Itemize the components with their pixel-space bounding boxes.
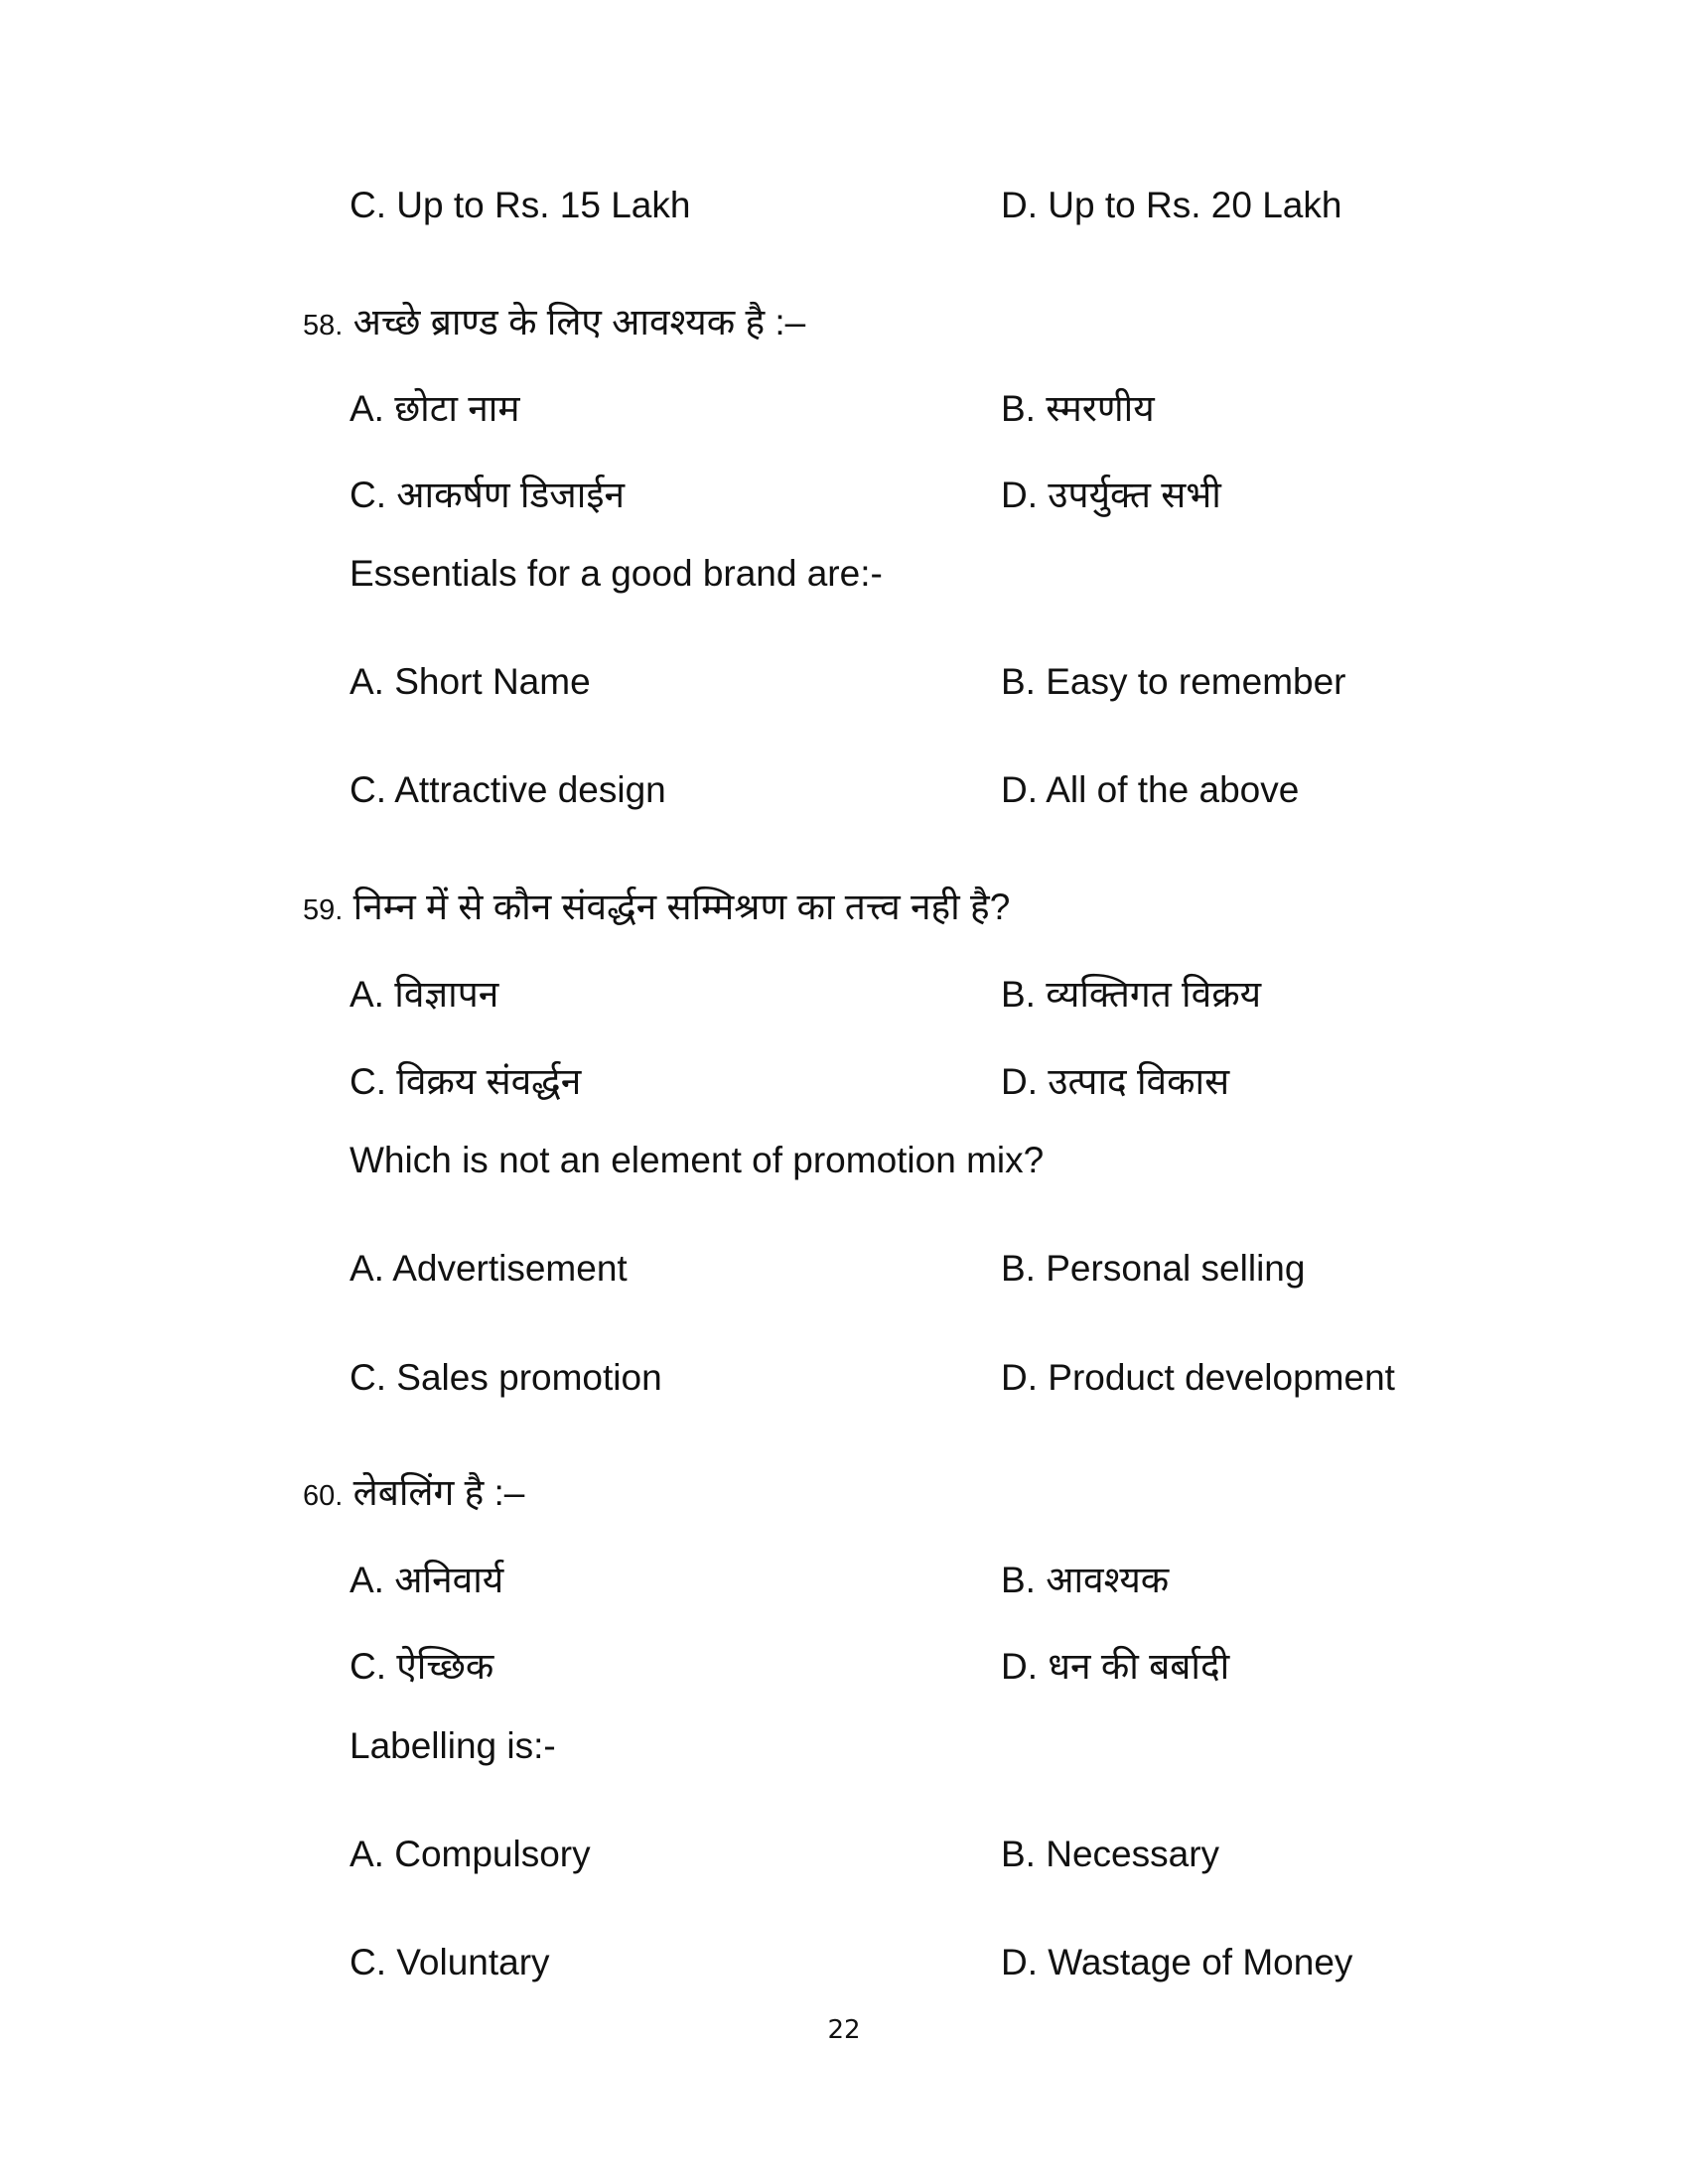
question-text-hindi: लेबलिंग है :– (352, 1472, 525, 1513)
q58-hindi-options-row-2 (0, 468, 1688, 527)
option-d-hindi: D. उत्पाद विकास (1001, 1061, 1230, 1102)
option-a-hindi: A. विज्ञापन (350, 974, 499, 1015)
question-59-english (0, 1140, 1688, 1199)
option-c-english: C. Sales promotion (350, 1357, 662, 1398)
carryover-options-row (0, 185, 1688, 244)
q59-hindi-options-row-1 (0, 967, 1688, 1026)
option-a-hindi: A. अनिवार्य (350, 1560, 504, 1600)
option-d-hindi: D. उपर्युक्त सभी (1001, 475, 1221, 515)
option-c-hindi: C. विक्रय संवर्द्धन (350, 1061, 582, 1102)
option-d-hindi: D. धन की बर्बादी (1001, 1646, 1230, 1687)
option-c-english: C. Attractive design (350, 769, 666, 810)
q59-english-options-row-2 (0, 1357, 1688, 1417)
option-a-english: A. Compulsory (350, 1834, 591, 1874)
question-58-hindi (0, 295, 1688, 354)
question-60-hindi (0, 1465, 1688, 1525)
q58-english-options-row-2 (0, 769, 1688, 829)
q60-hindi-options-row-1 (0, 1553, 1688, 1612)
option-c-hindi: C. ऐच्छिक (350, 1646, 494, 1687)
q59-english-options-row-1 (0, 1248, 1688, 1307)
question-text-english: Essentials for a good brand are:- (350, 553, 883, 594)
option-d-english: D. Product development (1001, 1357, 1395, 1398)
option-b-hindi: B. स्मरणीय (1001, 388, 1155, 429)
option-c-english: C. Voluntary (350, 1942, 550, 1982)
question-58-english (0, 553, 1688, 613)
option-a-english: A. Short Name (350, 661, 591, 702)
question-text-hindi: निम्न में से कौन संवर्द्धन सम्मिश्रण का तत्त्व नही है? (352, 887, 1011, 927)
q60-hindi-options-row-2 (0, 1639, 1688, 1699)
option-b-hindi: B. आवश्यक (1001, 1560, 1170, 1600)
page-number: 22 (827, 2015, 861, 2045)
question-number: 58. (303, 310, 344, 341)
option-b-english: B. Personal selling (1001, 1248, 1306, 1289)
option-b-hindi: B. व्यक्तिगत विक्रय (1001, 974, 1262, 1015)
question-text-english: Labelling is:- (350, 1725, 556, 1766)
option-a-hindi: A. छोटा नाम (350, 388, 520, 429)
option-c: C. Up to Rs. 15 Lakh (350, 185, 691, 225)
q58-hindi-options-row-1 (0, 381, 1688, 441)
option-b-english: B. Easy to remember (1001, 661, 1346, 702)
question-text-hindi: अच्छे ब्राण्ड के लिए आवश्यक है :– (352, 302, 806, 342)
option-d-english: D. Wastage of Money (1001, 1942, 1353, 1982)
option-d-english: D. All of the above (1001, 769, 1300, 810)
question-number: 60. (303, 1480, 344, 1512)
q60-english-options-row-2 (0, 1942, 1688, 2001)
q59-hindi-options-row-2 (0, 1054, 1688, 1114)
q58-english-options-row-1 (0, 661, 1688, 721)
option-c-hindi: C. आकर्षण डिजाईन (350, 475, 626, 515)
option-b-english: B. Necessary (1001, 1834, 1220, 1874)
question-59-hindi (0, 880, 1688, 939)
q60-english-options-row-1 (0, 1834, 1688, 1893)
option-d: D. Up to Rs. 20 Lakh (1001, 185, 1342, 225)
question-60-english (0, 1725, 1688, 1785)
option-a-english: A. Advertisement (350, 1248, 628, 1289)
question-number: 59. (303, 894, 344, 926)
question-text-english: Which is not an element of promotion mix? (350, 1140, 1045, 1180)
